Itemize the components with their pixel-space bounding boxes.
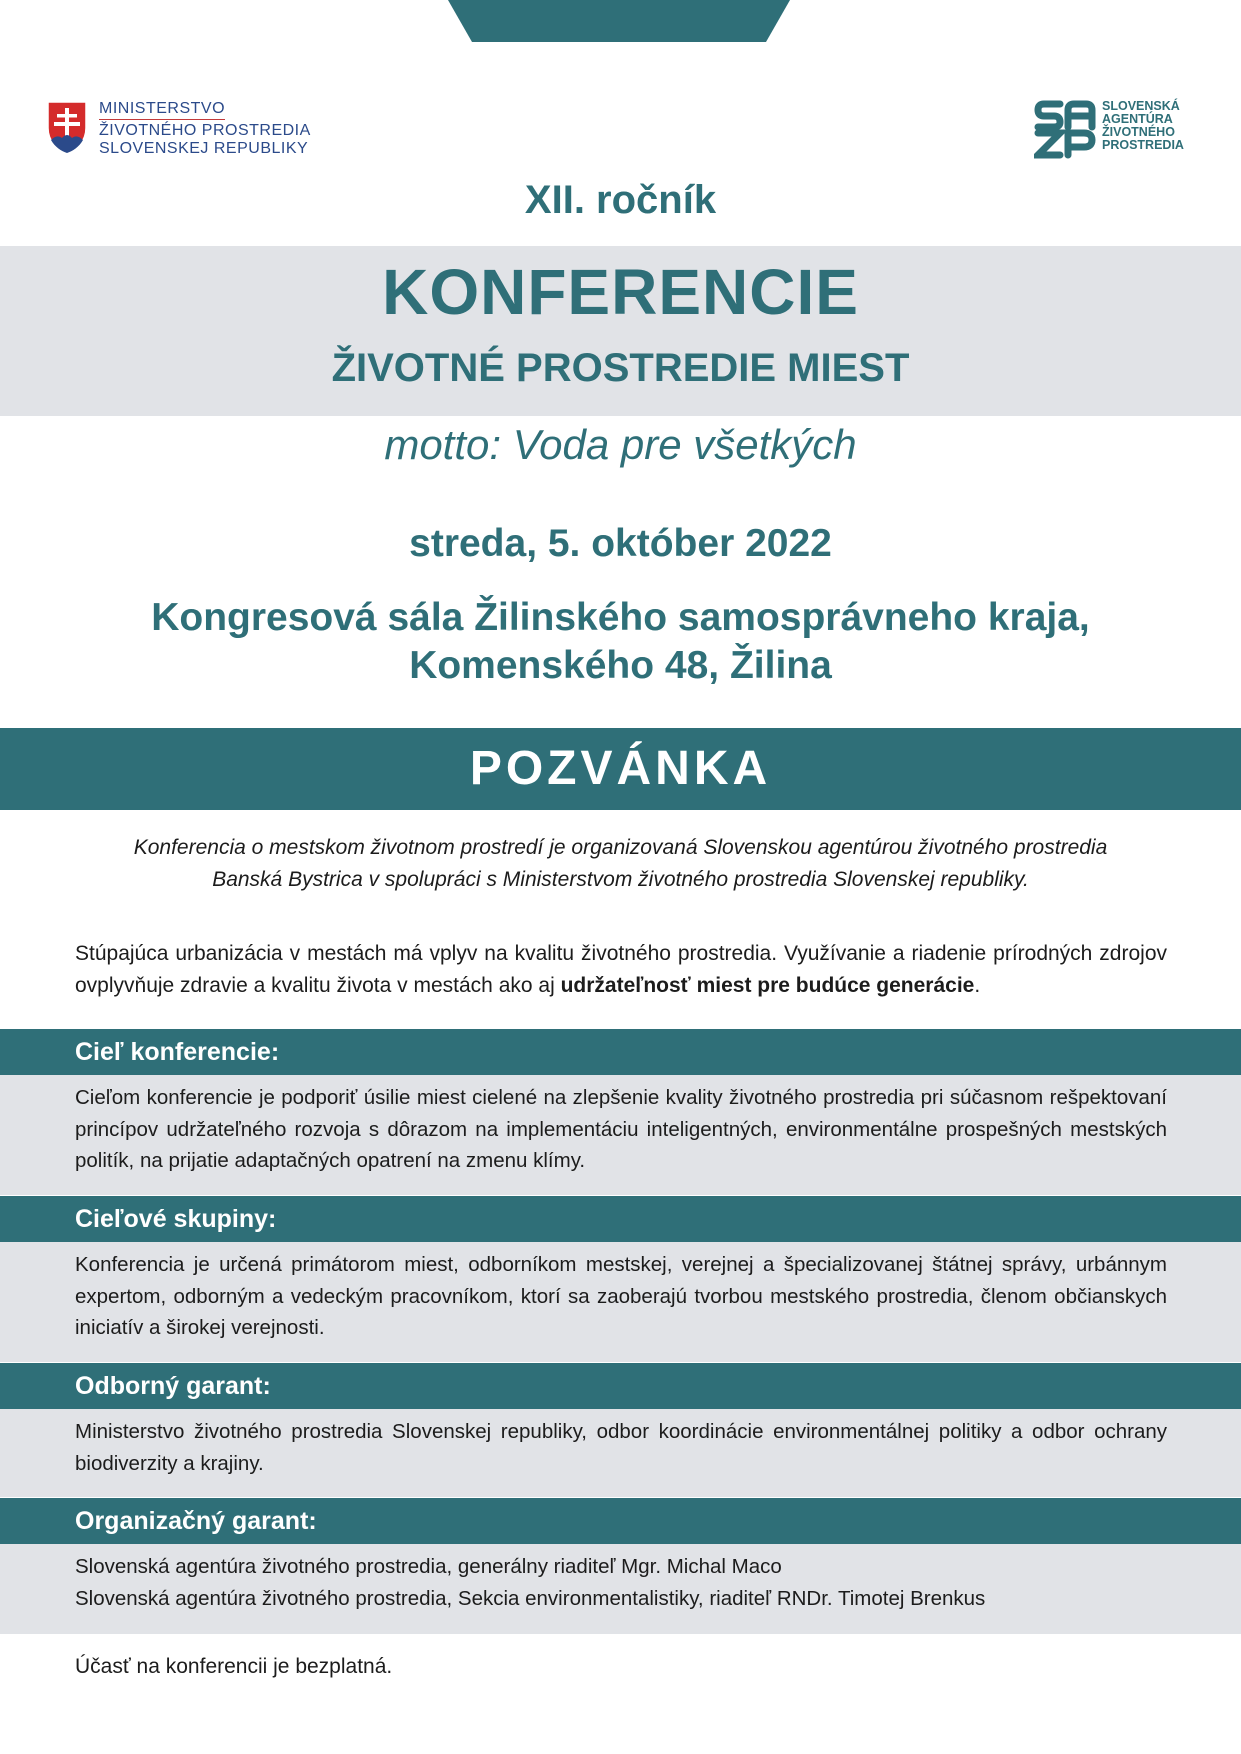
section-goal-heading: Cieľ konferencie: — [75, 1038, 280, 1066]
section-expert-guarantor-body — [0, 1409, 1241, 1497]
footer-note: Účasť na konferencii je bezplatná. — [75, 1655, 393, 1678]
sazp-logo-line-4: PROSTREDIA — [1102, 138, 1184, 152]
section-expert-guarantor-heading: Odborný garant: — [75, 1372, 271, 1400]
intro-paragraph — [75, 938, 1167, 1002]
intro-line-2: Banská Bystrica v spolupráci s Ministerstvom životného prostredia Slovenskej republiky. — [212, 868, 1029, 891]
sazp-logo — [1034, 98, 1214, 162]
ministry-logo-line-3: SLOVENSKEJ REPUBLIKY — [99, 140, 309, 157]
invitation-heading: POZVÁNKA — [469, 742, 772, 795]
edition-label: XII. ročník — [524, 178, 717, 222]
paragraph-end: . — [974, 974, 981, 997]
sazp-logo-line-2: AGENTÚRA — [1102, 112, 1173, 126]
conference-subtitle: ŽIVOTNÉ PROSTREDIE MIEST — [331, 346, 910, 390]
sazp-mark-icon — [1034, 98, 1096, 160]
invitation-intro — [0, 832, 1241, 896]
paragraph-text: Stúpajúca urbanizácia v mestách má vplyv na kvalitu životného prostredia. Využívanie a riadenie prírodných zdrojov ovplyvňuje zdravie a kvalitu života v mestách ako aj — [75, 942, 1167, 997]
org-guarantor-line-1: Slovenská agentúra životného prostredia, generálny riaditeľ Mgr. Michal Maco — [75, 1555, 782, 1578]
section-expert-guarantor-header — [0, 1363, 1241, 1409]
event-date: streda, 5. október 2022 — [409, 522, 832, 565]
top-decoration — [448, 0, 790, 42]
section-target-groups-text: Konferencia je určená primátorom miest, odborníkom mestskej, verejnej a špecializovanej štátnej správy, urbánnym expertom, odborným a vedeckým pracovníkom, ktorí sa zaoberajú tvorbou mestského prostredia, členom občianskych iniciatív a širokej verejnosti. — [75, 1253, 1167, 1339]
section-goal-header — [0, 1029, 1241, 1075]
section-goal-body — [0, 1075, 1241, 1195]
sazp-logo-line-1: SLOVENSKÁ — [1102, 99, 1180, 113]
section-target-groups-heading: Cieľové skupiny: — [75, 1205, 277, 1233]
section-org-guarantor-heading: Organizačný garant: — [75, 1507, 317, 1535]
section-goal-text: Cieľom konferencie je podporiť úsilie miest cielené na zlepšenie kvality životného prostredia pri súčasnom rešpektovaní princípov udržateľného rozvoja s dôrazom na implementáciu inteligentných, environmentálne prospešných mestských politík, na prijatie adaptačných opatrení na zmenu klímy. — [75, 1086, 1167, 1172]
ministry-logo — [46, 100, 336, 170]
slovak-coat-of-arms-icon — [46, 100, 88, 154]
intro-line-1: Konferencia o mestskom životnom prostredí je organizovaná Slovenskou agentúrou životného prostredia — [133, 836, 1108, 859]
section-org-guarantor-body — [0, 1544, 1241, 1634]
event-venue — [0, 594, 1241, 690]
section-target-groups-body — [0, 1242, 1241, 1362]
conference-motto: motto: Voda pre všetkých — [384, 421, 857, 468]
section-expert-guarantor-text: Ministerstvo životného prostredia Slovenskej republiky, odbor koordinácie environmentálnej politiky a odbor ochrany biodiverzity a krajiny. — [75, 1420, 1167, 1475]
venue-line-1: Kongresová sála Žilinského samosprávneho kraja, — [151, 596, 1090, 639]
section-target-groups-header — [0, 1196, 1241, 1242]
venue-line-2: Komenského 48, Žilina — [409, 644, 832, 687]
conference-title: KONFERENCIE — [382, 256, 859, 328]
section-org-guarantor-header — [0, 1498, 1241, 1544]
org-guarantor-line-2: Slovenská agentúra životného prostredia, Sekcia environmentalistiky, riaditeľ RNDr. Timotej Brenkus — [75, 1586, 986, 1610]
section-org-guarantor-text — [75, 1551, 1167, 1614]
ministry-logo-line-1: MINISTERSTVO — [99, 100, 225, 120]
paragraph-bold-text: udržateľnosť miest pre budúce generácie — [560, 974, 975, 997]
sazp-logo-line-3: ŽIVOTNÉHO — [1102, 125, 1175, 139]
ministry-logo-line-2: ŽIVOTNÉHO PROSTREDIA — [99, 122, 311, 139]
